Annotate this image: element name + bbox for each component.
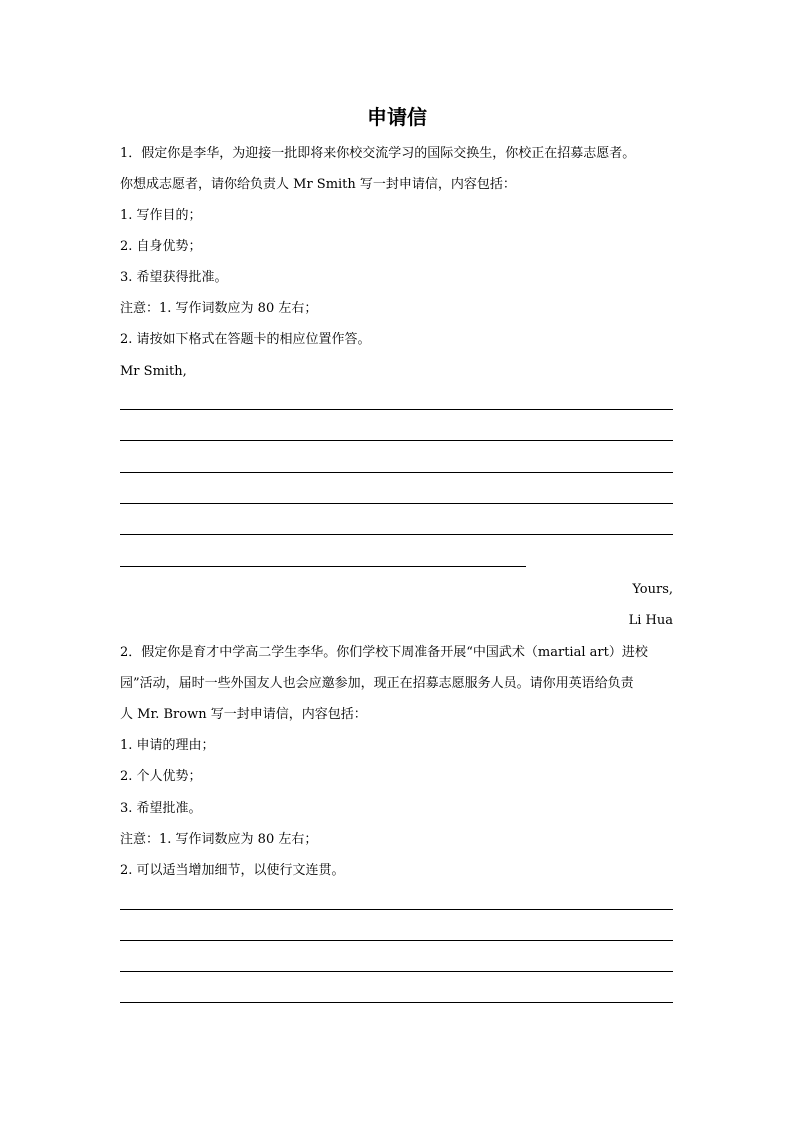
q2-item-2: 2. 个人优势； xyxy=(120,769,202,784)
answer-line xyxy=(120,503,673,504)
answer-line xyxy=(120,534,673,535)
q2-item-1: 1. 申请的理由； xyxy=(120,738,215,753)
answer-line xyxy=(120,409,673,410)
q1-note-2: 2. 请按如下格式在答题卡的相应位置作答。 xyxy=(120,332,371,347)
q2-prompt-line-3: 人 Mr. Brown 写一封申请信，内容包括： xyxy=(120,707,367,722)
q2-prompt-line-2: 园”活动，届时一些外国友人也会应邀参加，现正在招募志愿服务人员。请你用英语给负责 xyxy=(120,676,634,691)
q1-salutation: Mr Smith, xyxy=(120,364,187,379)
answer-line xyxy=(120,440,673,441)
answer-line xyxy=(120,940,673,941)
q1-note-1: 注意：1. 写作词数应为 80 左右； xyxy=(120,301,318,316)
q1-closing: Yours, xyxy=(632,582,673,597)
q2-note-2: 2. 可以适当增加细节，以使行文连贯。 xyxy=(120,863,345,878)
q1-item-1: 1. 写作目的； xyxy=(120,208,202,223)
page-title: 申请信 xyxy=(367,105,427,129)
q2-item-3: 3. 希望批准。 xyxy=(120,801,202,816)
q1-prompt-line-1: 1．假定你是李华，为迎接一批即将来你校交流学习的国际交换生，你校正在招募志愿者。 xyxy=(120,146,636,161)
answer-line xyxy=(120,971,673,972)
answer-line xyxy=(120,909,673,910)
answer-line xyxy=(120,472,673,473)
q2-note-1: 注意：1. 写作词数应为 80 左右； xyxy=(120,832,318,847)
q1-item-2: 2. 自身优势； xyxy=(120,239,202,254)
q1-prompt-line-2: 你想成志愿者，请你给负责人 Mr Smith 写一封申请信，内容包括： xyxy=(120,177,516,192)
answer-line xyxy=(120,1002,673,1003)
q1-signature: Li Hua xyxy=(628,613,673,628)
answer-line xyxy=(120,566,526,567)
q1-item-3: 3. 希望获得批准。 xyxy=(120,270,228,285)
q2-prompt-line-1: 2．假定你是育才中学高二学生李华。你们学校下周准备开展“中国武术（martial art）进校 xyxy=(120,645,648,660)
